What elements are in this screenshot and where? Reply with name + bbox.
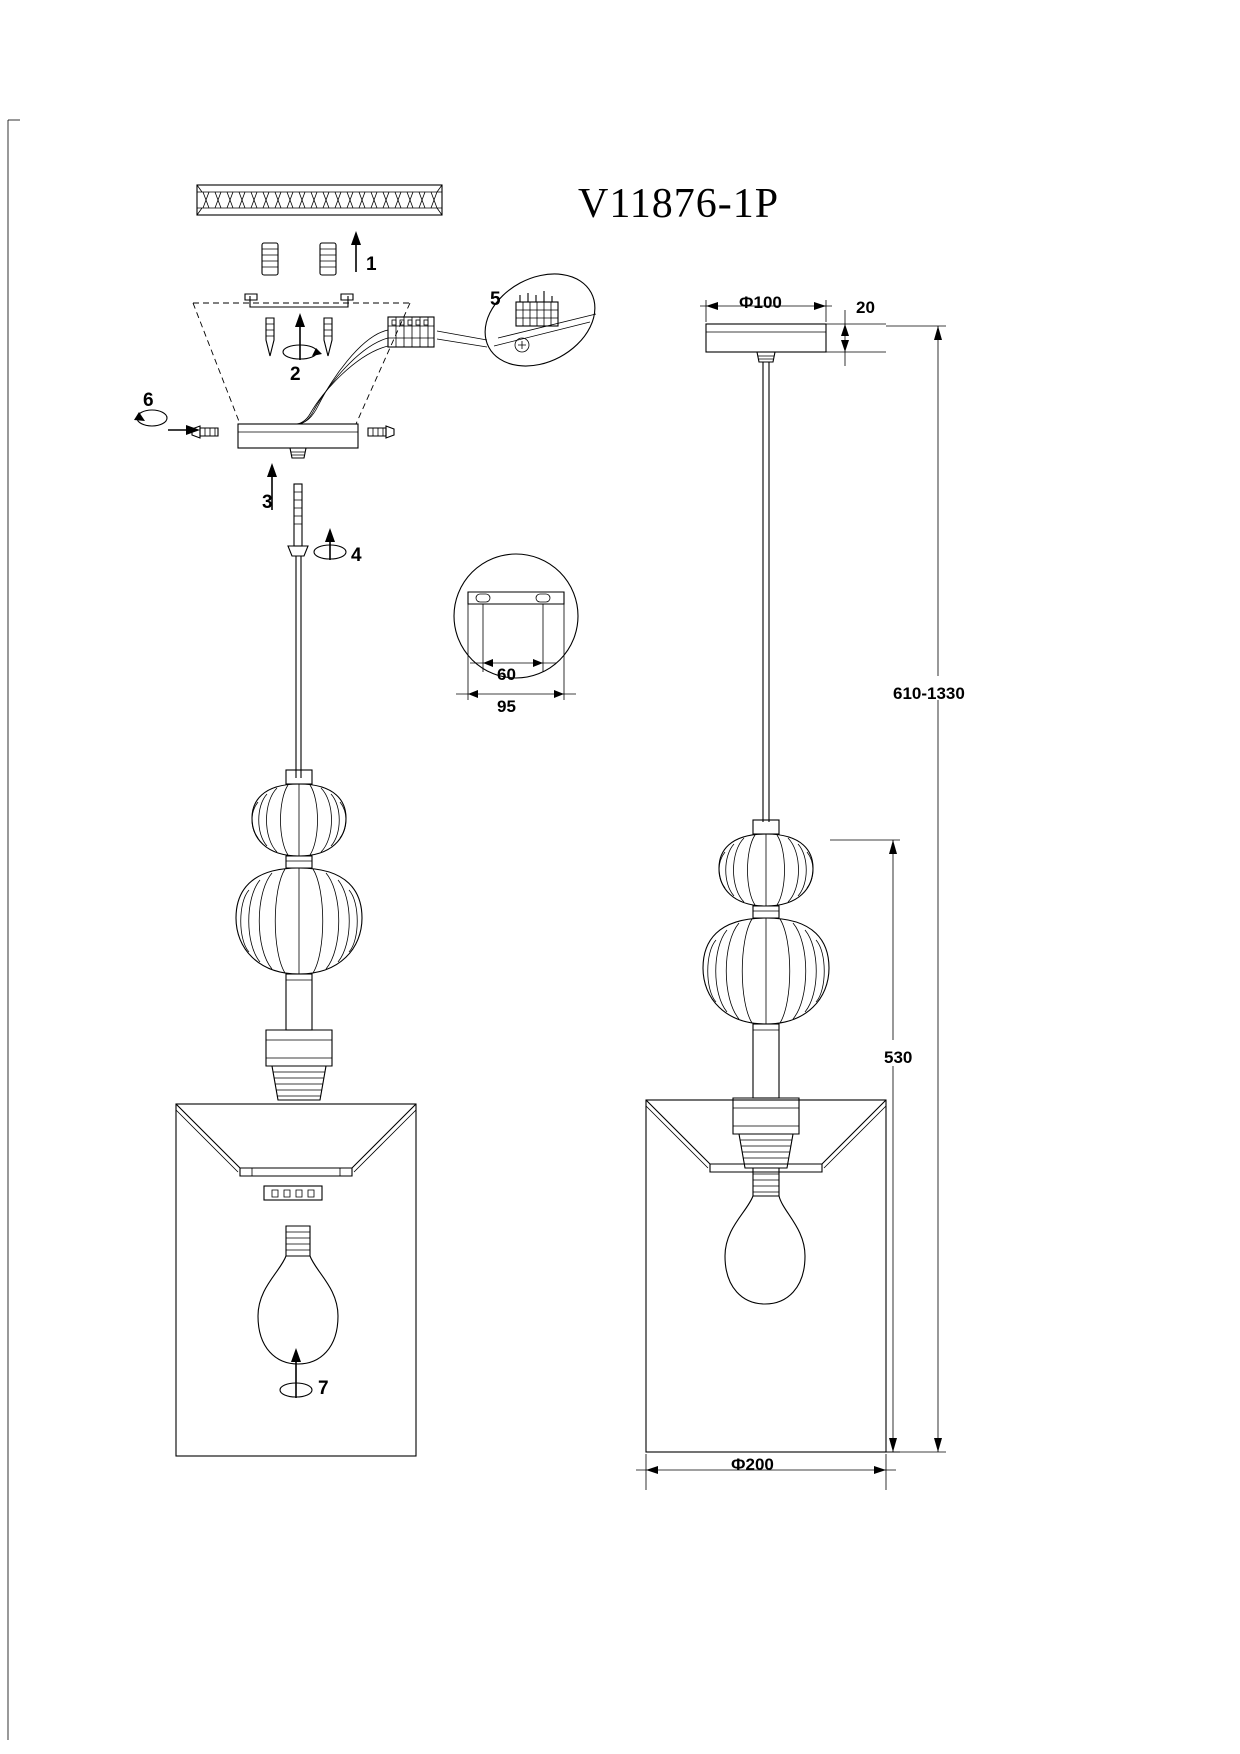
dimension-line-shade-diameter — [636, 1454, 896, 1490]
arrow-step-6 — [134, 410, 200, 435]
side-screw-right — [368, 426, 394, 438]
screw-left — [266, 318, 274, 356]
arrow-step-3 — [267, 463, 277, 510]
sheet-border — [8, 120, 20, 1740]
arrow-step-2 — [283, 313, 322, 360]
dimension-shade-height: 530 — [884, 1048, 913, 1067]
lamp-holder-elevation — [733, 1098, 799, 1168]
dimension-line-drop-range — [886, 326, 946, 1452]
dimension-canopy-diameter: Ф100 — [739, 293, 782, 312]
side-screw-left — [192, 426, 218, 438]
glass-ball-small-elevation — [719, 820, 813, 918]
wall-plug-left — [262, 243, 278, 275]
wiring-harness — [296, 330, 388, 424]
suspension-cable-elevation — [763, 362, 769, 822]
dimensioned-elevation-view — [636, 300, 946, 1490]
suspension-rod — [288, 484, 308, 556]
canopy-elevation — [706, 324, 826, 362]
glass-ball-large — [236, 868, 362, 974]
dimension-plate-width: 95 — [497, 697, 516, 716]
mounting-bracket — [245, 294, 353, 307]
mounting-bracket-detail-view — [454, 554, 578, 700]
page-title: V11876-1P — [578, 181, 780, 227]
lamp-shade-elevation — [646, 1100, 886, 1452]
arrow-step-1 — [351, 231, 361, 272]
suspension-cable — [296, 556, 301, 778]
dimension-drop-range: 610-1330 — [893, 684, 965, 703]
light-bulb-exploded — [258, 1226, 338, 1364]
socket-stem-elevation — [753, 1024, 779, 1098]
step-label-5: 5 — [490, 289, 501, 310]
light-bulb-elevation — [725, 1168, 805, 1304]
exploded-assembly-view — [134, 185, 611, 1456]
dimension-line-canopy-height — [826, 310, 886, 366]
shade-clamp — [264, 1186, 322, 1200]
socket-stem — [266, 974, 332, 1100]
screw-right — [324, 318, 332, 356]
terminal-block-magnifier-callout — [437, 256, 611, 385]
arrow-step-7 — [280, 1348, 312, 1398]
dimension-hole-spacing: 60 — [497, 665, 516, 684]
canopy-exploded — [238, 424, 358, 458]
step-label-4: 4 — [351, 545, 362, 566]
step-label-1: 1 — [366, 254, 377, 275]
step-label-3: 3 — [262, 492, 273, 513]
step-label-7: 7 — [318, 1378, 329, 1399]
dimension-shade-diameter: Ф200 — [731, 1455, 774, 1474]
dimension-line-canopy-diameter — [700, 300, 832, 322]
lamp-shade-exploded — [176, 1104, 416, 1456]
ceiling-plate — [197, 185, 442, 215]
arrow-step-4 — [314, 528, 346, 560]
wall-plug-right — [320, 243, 336, 275]
step-label-2: 2 — [290, 364, 301, 385]
dimension-canopy-height: 20 — [856, 298, 875, 317]
glass-ball-large-elevation — [703, 918, 829, 1024]
glass-ball-small — [252, 770, 346, 868]
terminal-block — [388, 317, 434, 347]
step-label-6: 6 — [143, 390, 154, 411]
